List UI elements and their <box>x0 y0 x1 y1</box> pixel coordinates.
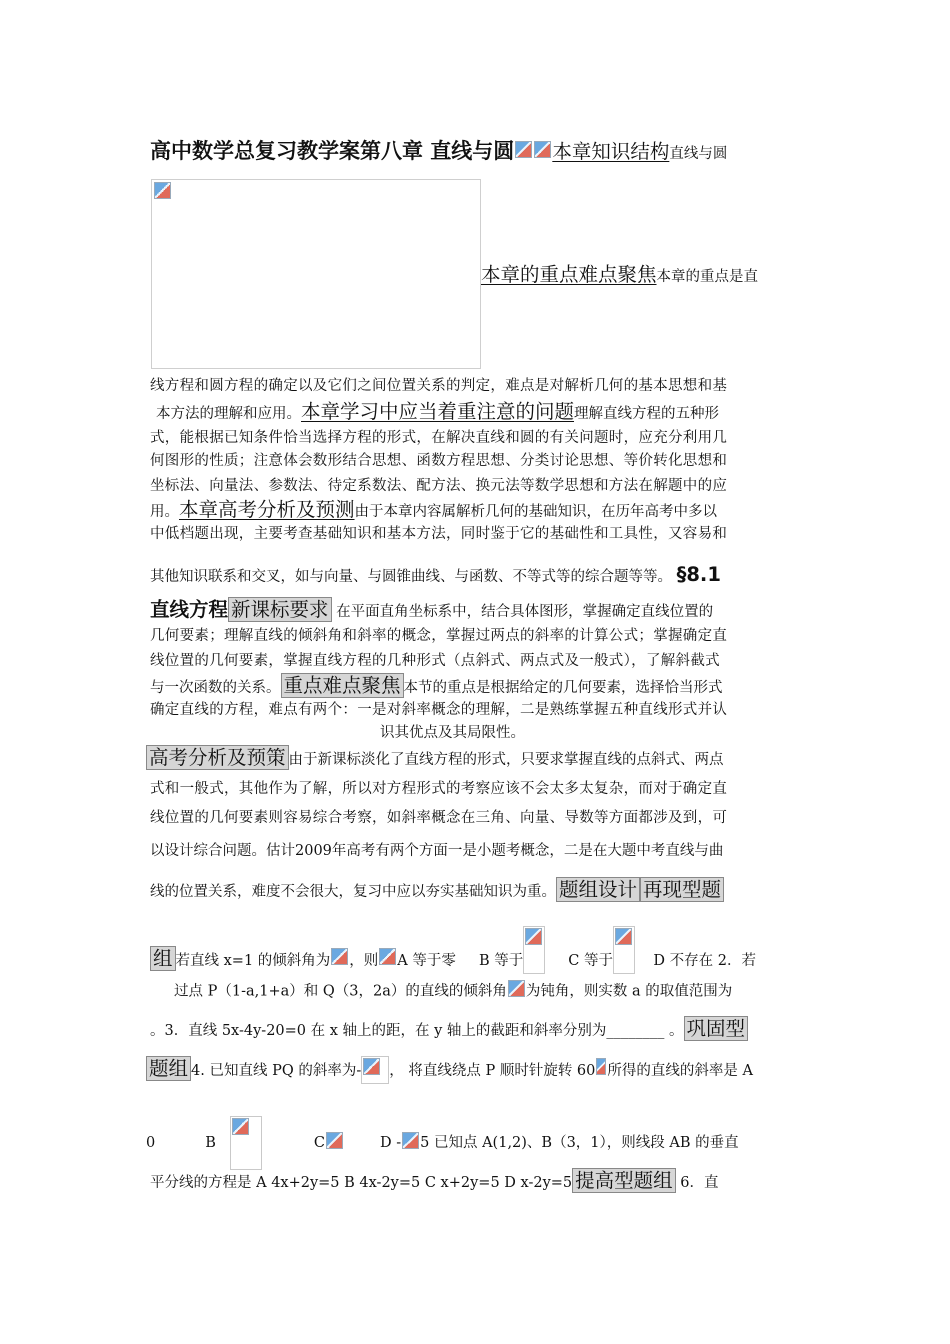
body-text: 理解直线方程的五种形 <box>574 406 720 422</box>
body-text: 线位置的几何要素则容易综合考察，如斜率概念在三角、向量、导数等方面都涉及到，可 <box>150 810 728 826</box>
formula-image-icon <box>508 980 525 1003</box>
body-text: 所得的直线的斜率是 A <box>607 1063 753 1079</box>
section-heading: 本章高考分析及预测 <box>179 498 355 521</box>
body-text: C 等于 <box>568 953 613 969</box>
body-text: 几何要素；理解直线的倾斜角和斜率的概念，掌握过两点的斜率的计算公式；掌握确定直 <box>150 628 728 644</box>
document-title: 高中数学总复习教学案第八章 直线与圆 <box>150 139 515 163</box>
formula-image-frame <box>523 926 545 974</box>
line-5 <box>150 428 727 448</box>
highlight-heading: 题组设计 <box>556 877 640 902</box>
section-number: §8.1 <box>676 563 721 586</box>
section-title: 直线方程 <box>150 598 229 621</box>
line-18 <box>150 779 727 799</box>
line-15 <box>150 700 727 720</box>
line-20 <box>150 841 723 861</box>
formula-image-icon <box>326 1132 343 1155</box>
section-heading: 本章的重点难点聚焦 <box>481 263 657 286</box>
section-heading: 本章知识结构 <box>552 140 670 163</box>
body-text: 为钝角，则实数 a 的取值范围为 <box>525 983 733 1000</box>
formula-image-icon <box>379 948 396 974</box>
line-23 <box>174 980 732 1003</box>
line-1 <box>150 138 727 167</box>
image-icon <box>154 182 171 199</box>
body-text: 线位置的几何要素，掌握直线方程的几种形式（点斜式、两点式及一般式），了解斜截式 <box>150 653 720 669</box>
body-text: 识其优点及其局限性。 <box>380 725 525 741</box>
body-text: 6．直 <box>680 1175 719 1191</box>
body-text: 中低档题出现，主要考查基础知识和基本方法，同时鉴于它的基础性和工具性，又容易和 <box>150 526 728 542</box>
line-2 <box>481 262 758 290</box>
knowledge-structure-image <box>151 179 481 369</box>
highlight-heading: 题组 <box>146 1056 191 1081</box>
body-text: 。3．直线 5x-4y-20=0 在 x 轴上的距，在 y 轴上的截距和斜率分别为________ 。 <box>150 1023 684 1039</box>
body-text: 直线与圆 <box>669 146 728 162</box>
body-text: 用。 <box>150 504 179 520</box>
body-text: A 等于零 <box>397 953 456 969</box>
section-heading: 本章学习中应当着重注意的问题 <box>301 400 575 423</box>
body-text: 平分线的方程是 A 4x+2y=5 B 4x-2y=5 C x+2y=5 D x-2y=5 <box>150 1175 573 1191</box>
body-text: ， 将直线绕点 P 顺时针旋转 60 <box>389 1063 596 1079</box>
line-22 <box>150 926 756 974</box>
line-24 <box>150 1016 748 1044</box>
line-7 <box>150 476 727 496</box>
formula-image-frame <box>613 926 635 974</box>
body-text: 确定直线的方程，难点有两个：一是对斜率概念的理解，二是熟练掌握五种直线形式并认 <box>150 702 728 718</box>
image-icon <box>515 141 532 167</box>
body-text: 由于新课标淡化了直线方程的形式，只要求掌握直线的点斜式、两点 <box>288 752 724 768</box>
highlight-heading: 提高型题组 <box>572 1168 676 1193</box>
line-19 <box>150 808 727 828</box>
body-text: 线的位置关系，难度不会很大，复习中应以夯实基础知识为重。 <box>150 884 556 900</box>
body-text: 由于本章内容属解析几何的基础知识，在历年高考中多以 <box>354 504 718 520</box>
line-3 <box>150 376 727 396</box>
body-text: 在平面直角坐标系中，结合具体图形，掌握确定直线位置的 <box>336 604 714 620</box>
body-text: 与一次函数的关系。 <box>150 680 281 696</box>
option-text: D - <box>380 1135 402 1151</box>
highlight-heading: 重点难点聚焦 <box>281 673 404 698</box>
formula-image-frame <box>230 1116 262 1170</box>
line-9 <box>150 524 727 544</box>
line-17 <box>146 745 724 773</box>
body-text: 线方程和圆方程的确定以及它们之间位置关系的判定，难点是对解析几何的基本思想和基 <box>150 378 728 394</box>
body-text: 以设计综合问题。估计2009年高考有两个方面一是小题考概念，二是在大题中考直线与曲 <box>150 843 724 859</box>
body-text: 式和一般式，其他作为了解，所以对方程形式的考察应该不会太多太复杂，而对于确定直 <box>150 781 728 797</box>
option-text: 0 <box>146 1135 156 1151</box>
line-13 <box>150 651 720 671</box>
highlight-heading: 新课标要求 <box>228 597 332 622</box>
line-6 <box>150 451 727 471</box>
formula-image-icon <box>402 1132 419 1155</box>
body-text: 其他知识联系和交叉，如与向量、与圆锥曲线、与函数、不等式等的综合题等等。 <box>150 569 672 585</box>
body-text: 若直线 x=1 的倾斜角为 <box>175 953 331 969</box>
line-8 <box>150 498 717 524</box>
highlight-heading: 组 <box>150 946 176 971</box>
body-text: 本章的重点是直 <box>656 269 759 285</box>
option-text: B <box>205 1135 216 1151</box>
line-11 <box>150 597 713 625</box>
body-text: D 不存在 2．若 <box>653 953 756 969</box>
line-14 <box>150 673 723 701</box>
body-text: ，则 <box>349 953 379 969</box>
body-text: 式，能根据已知条件恰当选择方程的形式，在解决直线和圆的有关问题时，应充分利用几 <box>150 430 728 446</box>
line-10 <box>150 562 721 590</box>
highlight-heading: 再现型题 <box>640 877 724 902</box>
body-text: 5 已知点 A(1,2)、B（3，1），则线段 AB 的垂直 <box>420 1135 739 1151</box>
body-text: 坐标法、向量法、参数法、待定系数法、配方法、换元法等数学思想和方法在解题中的应 <box>150 478 728 494</box>
line-4 <box>156 400 719 426</box>
line-16 <box>380 723 525 743</box>
line-25 <box>146 1056 753 1084</box>
body-text: 何图形的性质；注意体会数形结合思想、函数方程思想、分类讨论思想、等价转化思想和 <box>150 453 728 469</box>
body-text: 本节的重点是根据给定的几何要素，选择恰当形式 <box>403 680 723 696</box>
line-12 <box>150 626 727 646</box>
line-26 <box>146 1116 739 1170</box>
highlight-heading: 高考分析及预策 <box>146 745 289 770</box>
body-text: 4. 已知直线 PQ 的斜率为- <box>191 1063 362 1079</box>
line-27 <box>150 1168 719 1196</box>
option-text: C <box>313 1135 325 1151</box>
formula-image-icon <box>331 948 348 974</box>
body-text: 过点 P（1-a,1+a）和 Q（3，2a）的直线的倾斜角 <box>174 983 507 1000</box>
body-text: 本方法的理解和应用。 <box>156 406 301 422</box>
formula-image-frame <box>361 1056 389 1084</box>
line-21 <box>150 877 724 905</box>
formula-image-icon <box>596 1058 606 1084</box>
body-text: B 等于 <box>478 953 524 969</box>
highlight-heading: 巩固型 <box>684 1016 749 1041</box>
image-icon <box>534 141 551 167</box>
